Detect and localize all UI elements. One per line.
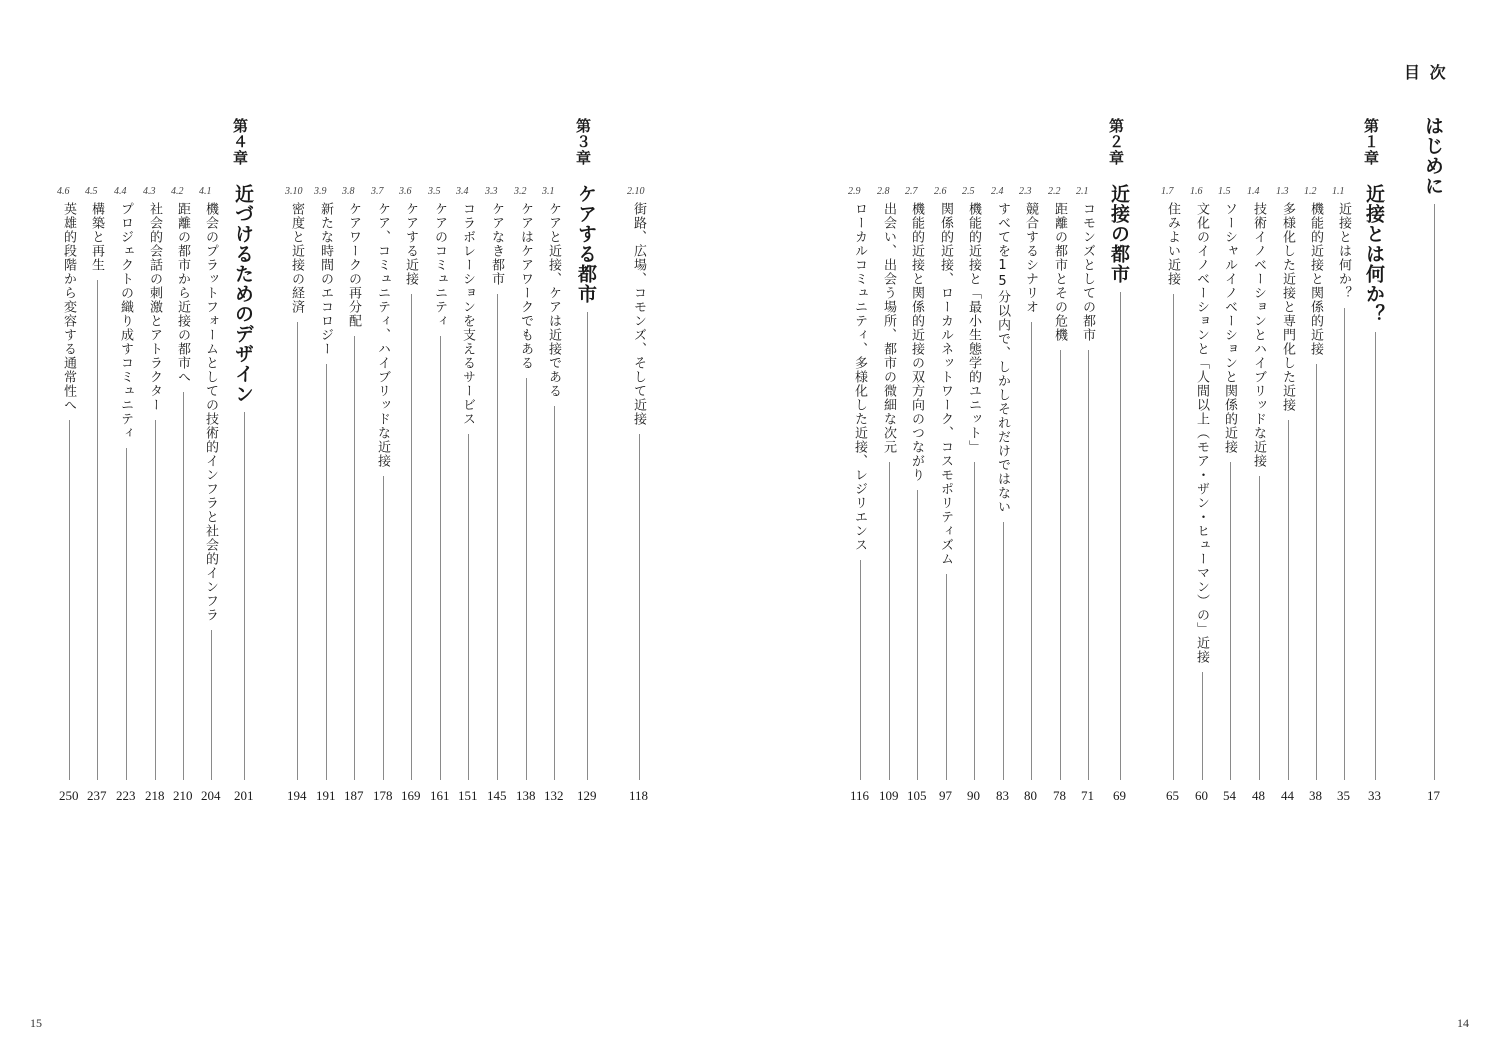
section-title: ケアのコミュニティ [432, 202, 447, 328]
leader-line [244, 412, 245, 780]
section-number: 1.2 [1304, 186, 1317, 197]
page-number: 187 [344, 788, 364, 803]
page-number: 69 [1113, 788, 1126, 803]
section-title: 技術イノベーションとハイブリッドな近接 [1251, 202, 1266, 468]
page-number: 201 [234, 788, 254, 803]
page-number: 105 [907, 788, 927, 803]
section-number: 2.5 [962, 186, 975, 197]
section-number: 2.7 [905, 186, 918, 197]
section-number: 3.2 [514, 186, 527, 197]
leader-line [946, 574, 947, 780]
chapter-marker: 第４章 [231, 118, 249, 166]
page-number: 71 [1081, 788, 1094, 803]
section-number: 3.8 [342, 186, 355, 197]
section-title: 距離の都市から近接の都市へ [175, 202, 190, 384]
section-number: 2.8 [877, 186, 890, 197]
page-number: 80 [1024, 788, 1037, 803]
section-title: 機能的近接と関係的近接 [1308, 202, 1323, 356]
leader-line [383, 476, 384, 780]
leader-line [917, 490, 918, 780]
section-title: 競合するシナリオ [1023, 202, 1038, 314]
page-number: 97 [939, 788, 952, 803]
chapter-title: ケアする都市 [575, 184, 597, 304]
section-title: 出会い、出会う場所、都市の微細な次元 [881, 202, 896, 454]
page-number: 161 [430, 788, 450, 803]
section-title: コモンズとしての都市 [1080, 202, 1095, 342]
chapter-title: 近接とは何か？ [1363, 184, 1385, 324]
page-number: 109 [879, 788, 899, 803]
leader-line [69, 420, 70, 780]
section-number: 2.2 [1048, 186, 1061, 197]
page-number: 78 [1053, 788, 1066, 803]
leader-line [639, 434, 640, 780]
page-number: 178 [373, 788, 393, 803]
section-title: プロジェクトの織り成すコミュニティ [118, 202, 133, 440]
leader-line [1434, 204, 1435, 780]
page-number: 118 [629, 788, 649, 803]
section-number: 1.7 [1161, 186, 1174, 197]
section-title: ケア、コミュニティ、ハイブリッドな近接 [375, 202, 390, 468]
section-title: 機能的近接と関係的近接の双方向のつながり [909, 202, 924, 482]
section-number: 2.10 [627, 186, 645, 197]
leader-line [1202, 672, 1203, 780]
section-number: 1.5 [1218, 186, 1231, 197]
page-number: 204 [201, 788, 221, 803]
section-title: ケアと近接、ケアは近接である [546, 202, 561, 398]
page-number: 35 [1337, 788, 1350, 803]
leader-line [1173, 294, 1174, 780]
section-number: 1.4 [1247, 186, 1260, 197]
section-number: 4.1 [199, 186, 212, 197]
leader-line [1259, 476, 1260, 780]
section-title: コラボレーションを支えるサービス [460, 202, 475, 426]
page-number: 237 [87, 788, 107, 803]
page-number: 116 [850, 788, 870, 803]
leader-line [497, 294, 498, 780]
section-number: 2.6 [934, 186, 947, 197]
section-number: 3.3 [485, 186, 498, 197]
page-number: 169 [401, 788, 421, 803]
leader-line [411, 294, 412, 780]
page-number: 44 [1281, 788, 1294, 803]
section-number: 1.1 [1332, 186, 1345, 197]
section-title: 密度と近接の経済 [289, 202, 304, 314]
page-number: 218 [145, 788, 165, 803]
leader-line [1120, 292, 1121, 780]
section-number: 3.6 [399, 186, 412, 197]
page-number: 132 [544, 788, 564, 803]
section-title: 英雄的段階から変容する通常性へ [61, 202, 76, 412]
section-title: 街路、広場、コモンズ、そして近接 [631, 202, 646, 426]
page-number: 38 [1309, 788, 1322, 803]
chapter-title: 近づけるためのデザイン [232, 184, 254, 404]
section-number: 2.3 [1019, 186, 1032, 197]
leader-line [97, 280, 98, 780]
leader-line [1288, 420, 1289, 780]
leader-line [126, 448, 127, 780]
section-title: 多様化した近接と専門化した近接 [1280, 202, 1295, 412]
leader-line [587, 312, 588, 780]
chapter-title: 近接の都市 [1108, 184, 1130, 284]
page-number: 145 [487, 788, 507, 803]
leader-line [1088, 350, 1089, 780]
page-number: 83 [996, 788, 1009, 803]
leader-line [468, 434, 469, 780]
section-title: ソーシャルイノベーションと関係的近接 [1222, 202, 1237, 454]
section-title: ローカルコミュニティ、多様化した近接、レジリエンス [852, 202, 867, 552]
leader-line [1003, 522, 1004, 780]
leader-line [1230, 462, 1231, 780]
section-number: 4.6 [57, 186, 70, 197]
page-number: 33 [1368, 788, 1381, 803]
leader-line [155, 420, 156, 780]
section-number: 4.3 [143, 186, 156, 197]
section-title: ケアする近接 [403, 202, 418, 286]
leader-line [1344, 308, 1345, 780]
leader-line [889, 462, 890, 780]
section-number: 4.2 [171, 186, 184, 197]
leader-line [1031, 322, 1032, 780]
leader-line [860, 560, 861, 780]
page-number: 129 [577, 788, 597, 803]
leader-line [1316, 364, 1317, 780]
page-number: 90 [967, 788, 980, 803]
section-title: すべてを15分以内で、しかしそれだけではない [995, 202, 1010, 514]
section-number: 1.3 [1276, 186, 1289, 197]
section-title: ケアはケアワークでもある [518, 202, 533, 370]
section-number: 3.10 [285, 186, 303, 197]
leader-line [297, 322, 298, 780]
section-number: 3.5 [428, 186, 441, 197]
section-title: ケアワークの再分配 [346, 202, 361, 328]
page-number: 138 [516, 788, 536, 803]
section-title: 機会のプラットフォームとしての技術的インフラと社会的インフラ [203, 202, 218, 622]
leader-line [183, 392, 184, 780]
leader-line [354, 336, 355, 780]
chapter-marker: 第１章 [1362, 118, 1380, 166]
section-title: 住みよい近接 [1165, 202, 1180, 286]
page-number: 191 [316, 788, 336, 803]
toc-title: 目 次 [1404, 63, 1448, 82]
section-title: 近接とは何か？ [1336, 202, 1351, 300]
page-number: 151 [458, 788, 478, 803]
section-number: 3.1 [542, 186, 555, 197]
leader-line [211, 630, 212, 780]
page-number: 194 [287, 788, 307, 803]
leader-line [554, 406, 555, 780]
leader-line [974, 462, 975, 780]
leader-line [326, 364, 327, 780]
leader-line [1375, 332, 1376, 780]
section-number: 3.9 [314, 186, 327, 197]
section-number: 4.5 [85, 186, 98, 197]
leader-line [526, 378, 527, 780]
page-number: 223 [116, 788, 136, 803]
page-number: 54 [1223, 788, 1236, 803]
folio-right: 14 [1457, 1016, 1469, 1030]
section-title: 社会的会話の刺激とアトラクター [147, 202, 162, 412]
page-number: 17 [1427, 788, 1440, 803]
section-number: 2.1 [1076, 186, 1089, 197]
section-number: 2.9 [848, 186, 861, 197]
chapter-title: はじめに [1422, 116, 1444, 196]
section-title: 距離の都市とその危機 [1052, 202, 1067, 342]
folio-left: 15 [30, 1016, 42, 1030]
section-number: 3.7 [371, 186, 384, 197]
section-number: 1.6 [1190, 186, 1203, 197]
page-number: 65 [1166, 788, 1179, 803]
chapter-marker: 第２章 [1107, 118, 1125, 166]
section-number: 4.4 [114, 186, 127, 197]
section-title: ケアなき都市 [489, 202, 504, 286]
section-title: 新たな時間のエコロジー [318, 202, 333, 356]
section-title: 文化のイノベーションと「人間以上（モア・ザン・ヒューマン）の」近接 [1194, 202, 1209, 664]
page-number: 210 [173, 788, 193, 803]
section-title: 機能的近接と「最小生態学的ユニット」 [966, 202, 981, 454]
section-number: 2.4 [991, 186, 1004, 197]
leader-line [440, 336, 441, 780]
page-number: 250 [59, 788, 79, 803]
section-title: 構築と再生 [89, 202, 104, 272]
section-number: 3.4 [456, 186, 469, 197]
page-number: 60 [1195, 788, 1208, 803]
chapter-marker: 第３章 [574, 118, 592, 166]
page-number: 48 [1252, 788, 1265, 803]
section-title: 関係的近接、ローカルネットワーク、コスモポリティズム [938, 202, 953, 566]
leader-line [1060, 350, 1061, 780]
